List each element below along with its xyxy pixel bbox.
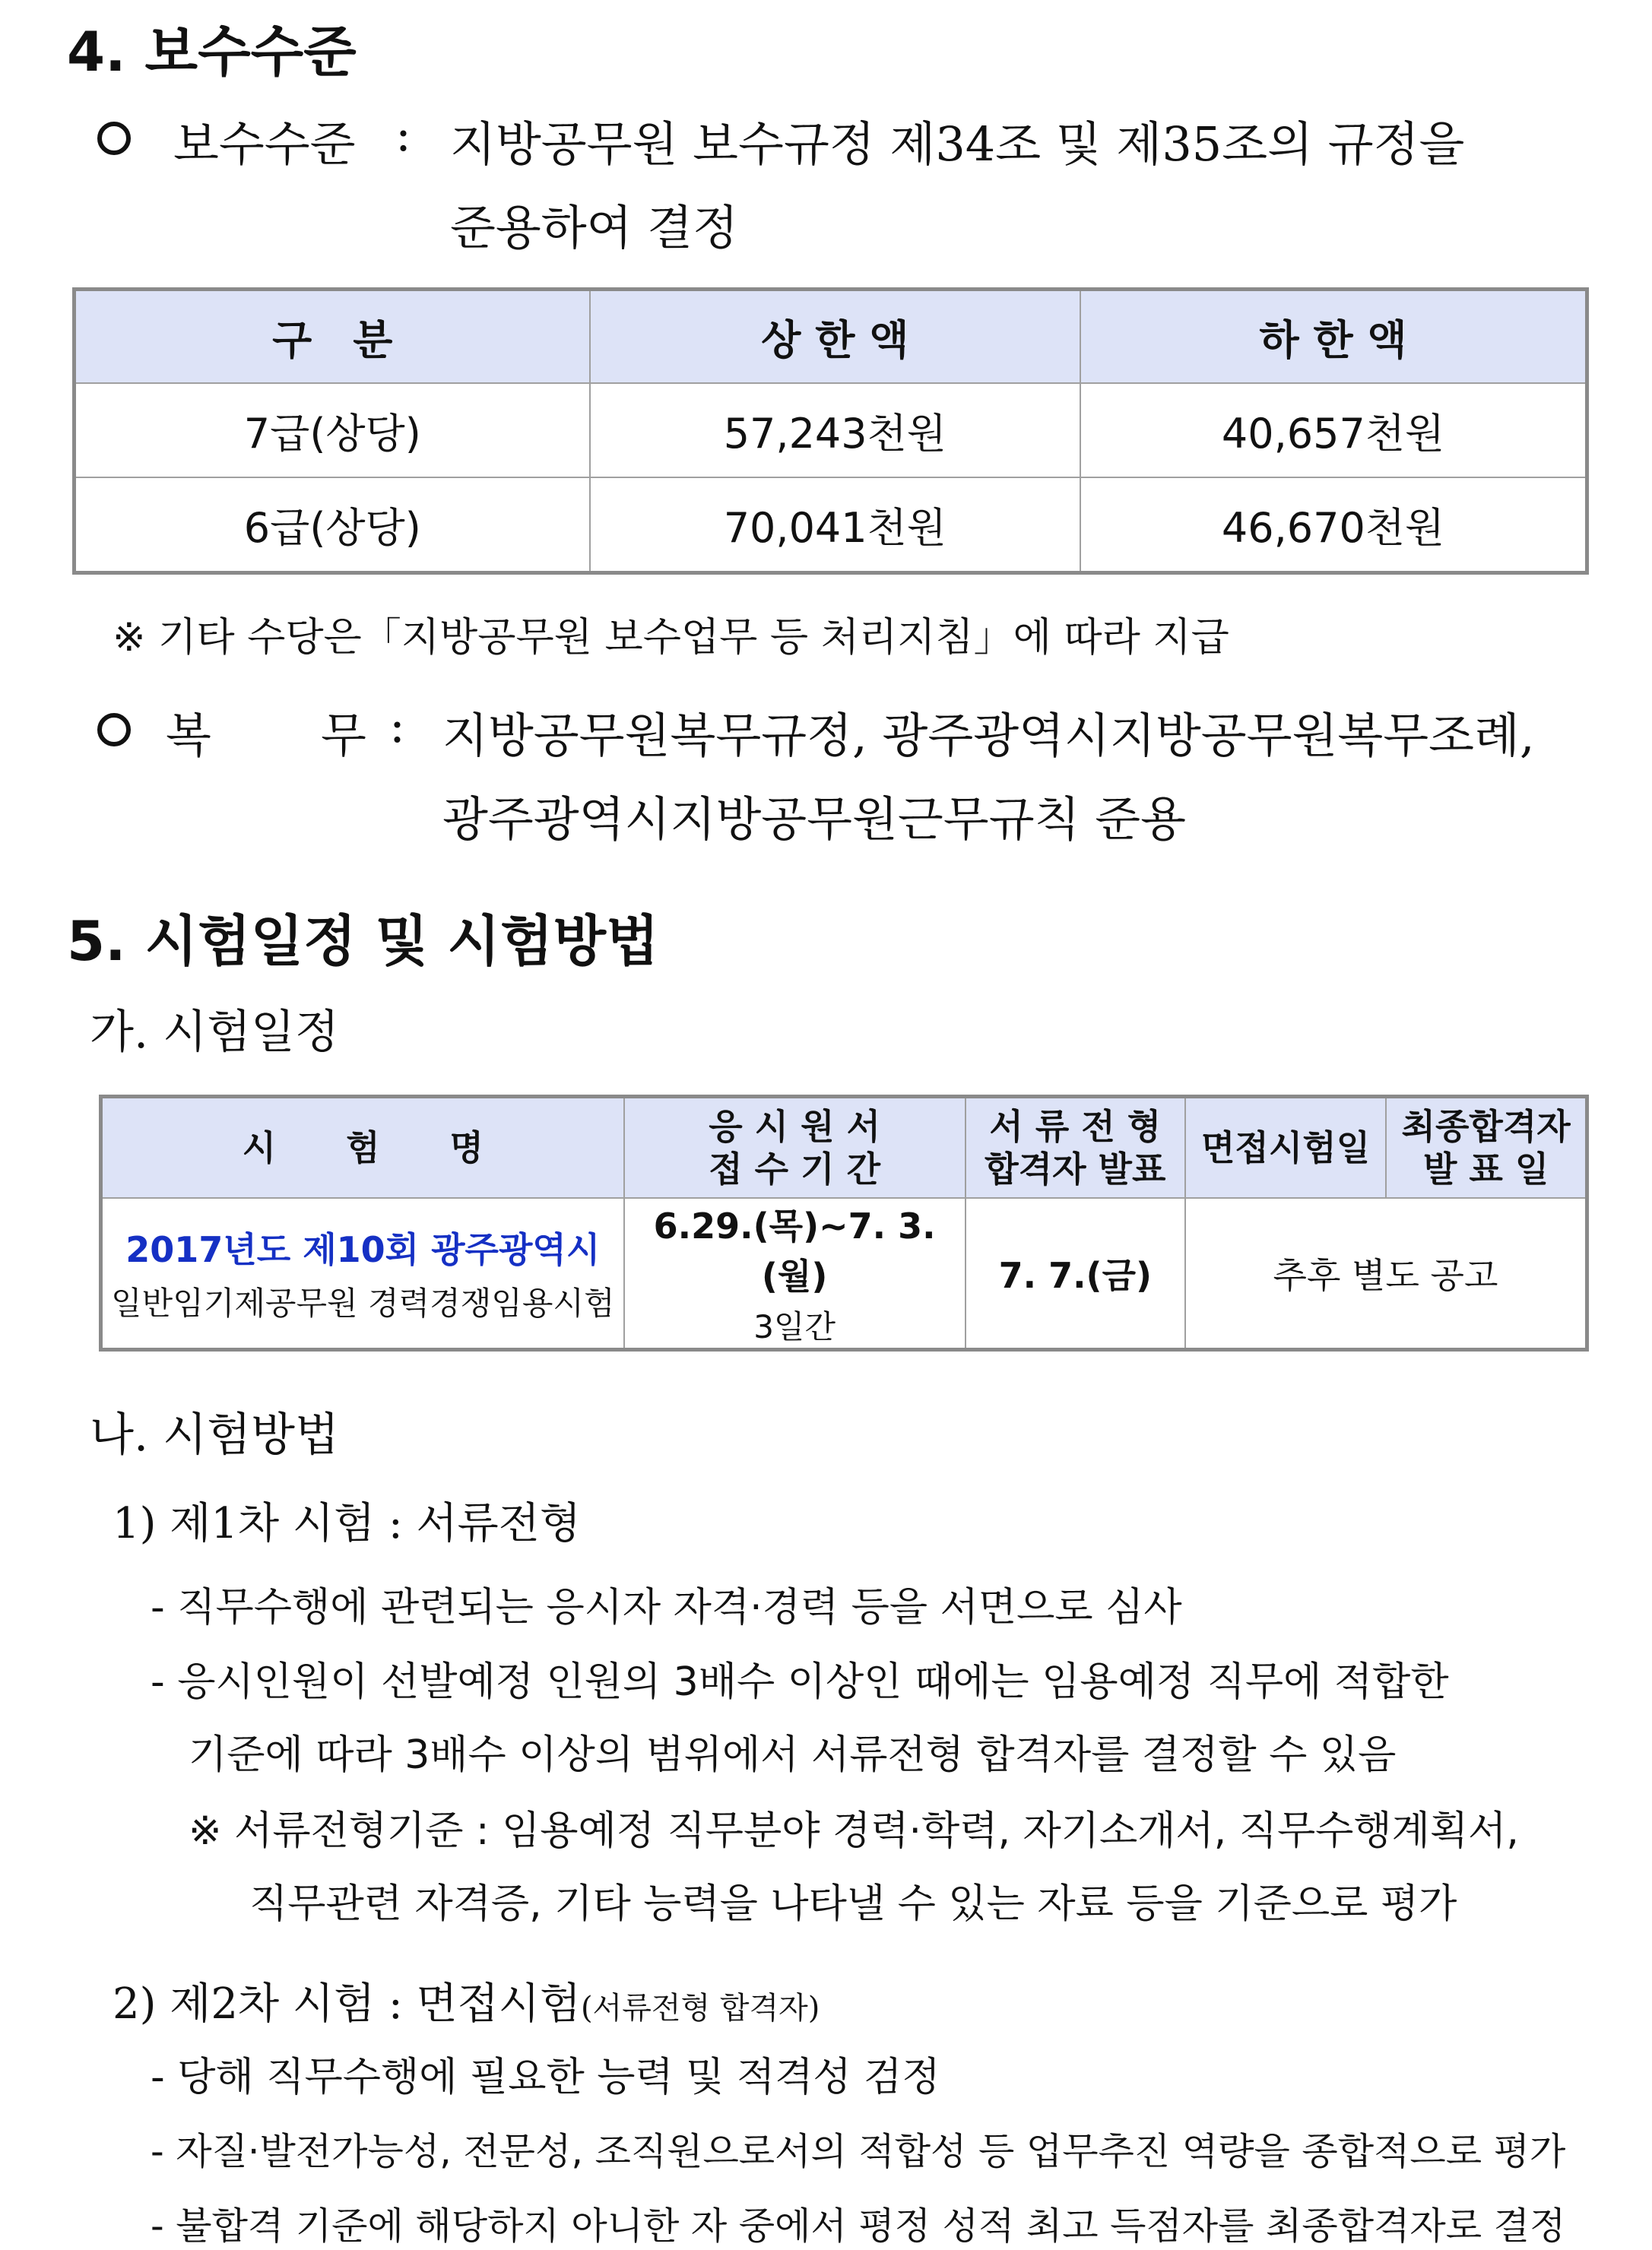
exam-name-line2: 일반임기제공무원 경력경쟁임용시험 xyxy=(111,1285,615,1322)
first-item-2: - 응시인원이 선발예정 인원의 3배수 이상인 때에는 임용예정 직무에 적합한 xyxy=(151,1659,1449,1705)
salary-max-cell: 70,041천원 xyxy=(590,477,1080,573)
salary-table xyxy=(72,287,1589,575)
method-heading: 나. 시험방법 xyxy=(90,1409,339,1462)
duty-colon: : xyxy=(389,698,405,753)
schedule-header-final-line1: 최종합격자 xyxy=(1401,1106,1571,1147)
section-4-heading: 4. 보수수준 xyxy=(67,20,357,84)
schedule-header-application-line1: 응 시 원 서 xyxy=(709,1106,881,1147)
duty-text-line1: 지방공무원복무규정, 광주광역시지방공무원복무조례, xyxy=(442,708,1535,763)
schedule-header-interview: 면접시험일 xyxy=(1185,1097,1386,1199)
salary-colon: : xyxy=(395,106,411,162)
schedule-header-application-line2: 접 수 기 간 xyxy=(709,1149,881,1190)
schedule-table xyxy=(99,1095,1589,1352)
first-note-line2: 직무관련 자격증, 기타 능력을 나타낼 수 있는 자료 등을 기준으로 평가 xyxy=(249,1881,1457,1927)
schedule-header-application xyxy=(624,1097,966,1199)
first-note-line1: ※ 서류전형기준 : 임용예정 직무분야 경력·학력, 자기소개서, 직무수행계획서, xyxy=(189,1808,1519,1854)
salary-text-line2: 준용하여 결정 xyxy=(450,200,739,255)
salary-grade-cell: 6급(상당) xyxy=(75,477,590,573)
second-exam-heading-main: 2) 제2차 시험 : 면접시험 xyxy=(113,1979,581,2029)
application-days: 3일간 xyxy=(753,1308,836,1345)
first-item-2-cont: 기준에 따라 3배수 이상의 범위에서 서류전형 합격자를 결정할 수 있음 xyxy=(189,1732,1397,1778)
table-row xyxy=(75,477,1587,573)
circle-bullet-icon xyxy=(97,713,131,749)
schedule-heading: 가. 시험일정 xyxy=(90,1006,339,1059)
schedule-header-document-line2: 합격자 발표 xyxy=(985,1149,1166,1190)
schedule-header-final-line2: 발 표 일 xyxy=(1422,1149,1549,1190)
salary-header-max: 상 한 액 xyxy=(590,290,1080,384)
duty-text-line2: 광주광역시지방공무원근무규칙 준용 xyxy=(442,791,1186,847)
duty-label-char1: 복 xyxy=(166,708,211,763)
schedule-header-final xyxy=(1386,1097,1587,1199)
second-item-1: - 당해 직무수행에 필요한 능력 및 적격성 검정 xyxy=(151,2055,940,2100)
salary-header-category: 구 분 xyxy=(75,290,590,384)
schedule-exam-name-cell xyxy=(101,1198,624,1350)
salary-text-line1: 지방공무원 보수규정 제34조 및 제35조의 규정을 xyxy=(450,116,1465,172)
duty-label-char2: 무 xyxy=(321,708,366,763)
salary-min-cell: 46,670천원 xyxy=(1080,477,1587,573)
schedule-header-exam-name: 시 험 명 xyxy=(101,1097,624,1199)
schedule-interview-final-cell: 추후 별도 공고 xyxy=(1185,1198,1587,1350)
schedule-header-document-line1: 서 류 전 형 xyxy=(989,1106,1162,1147)
exam-name-line1: 2017년도 제10회 광주광역시 xyxy=(125,1229,601,1270)
salary-max-cell: 57,243천원 xyxy=(590,383,1080,477)
first-item-1: - 직무수행에 관련되는 응시자 자격·경력 등을 서면으로 심사 xyxy=(151,1585,1182,1630)
second-exam-heading-sub: (서류전형 합격자) xyxy=(580,1991,820,2026)
allowance-note: ※ 기타 수당은「지방공무원 보수업무 등 처리지침」에 따라 지급 xyxy=(113,615,1229,661)
second-exam-heading xyxy=(113,1970,820,2031)
salary-table-header-row xyxy=(75,290,1587,384)
salary-header-min: 하 한 액 xyxy=(1080,290,1587,384)
second-item-2: - 자질·발전가능성, 전문성, 조직원으로서의 적합성 등 업무추진 역량을 종합적으로 평가 xyxy=(151,2130,1566,2173)
section-5-heading: 5. 시험일정 및 시험방법 xyxy=(67,909,659,973)
circle-bullet-icon xyxy=(97,122,131,158)
first-exam-heading: 1) 제1차 시험 : 서류전형 xyxy=(113,1499,581,1548)
schedule-document-date-cell: 7. 7.(금) xyxy=(966,1198,1185,1350)
salary-grade-cell: 7급(상당) xyxy=(75,383,590,477)
schedule-application-cell xyxy=(624,1198,966,1350)
table-row xyxy=(75,383,1587,477)
application-period: 6.29.(목)~7. 3.(월) xyxy=(653,1206,936,1297)
schedule-table-header-row xyxy=(101,1097,1587,1199)
salary-label: 보수수준 xyxy=(173,116,356,172)
salary-min-cell: 40,657천원 xyxy=(1080,383,1587,477)
table-row xyxy=(101,1198,1587,1350)
schedule-header-document xyxy=(966,1097,1185,1199)
second-item-3: - 불합격 기준에 해당하지 아니한 자 중에서 평정 성적 최고 득점자를 최종합격자로 결정 xyxy=(151,2204,1566,2248)
